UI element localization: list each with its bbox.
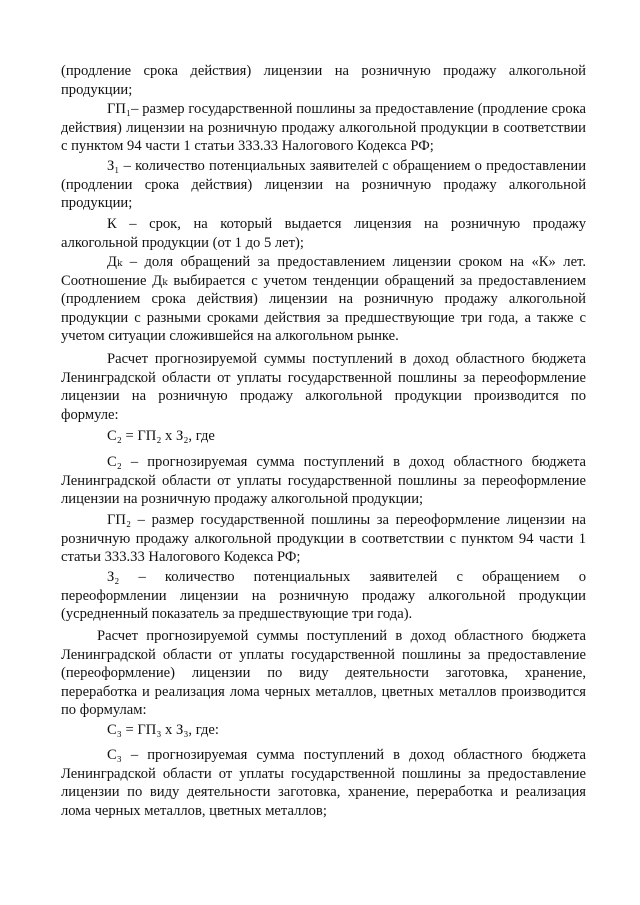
paragraph-c2: С₂ – прогнозируемая сумма поступлений в доход областного бюджета Ленинградской области от уплаты государственной пошлины за переоформление лицензии на розничную продажу алкогольной продукции;	[61, 454, 586, 508]
paragraph-z2: З₂ – количество потенциальных заявителей с обращением о переоформлении лицензии на розничную продажу алкогольной продукции (усредненный показатель за предшествующие три года).	[61, 569, 586, 623]
paragraph-dk: Дₖ – доля обращений за предоставлением лицензии сроком на «К» лет. Соотношение Дₖ выбирается с учетом тенденции обращений за предоставлением (продлением срока действия) лицензии на розничную продажу алкогольной продукции с разными сроками действия за предшествующие три года, а также с учетом ситуации сложившейся на алкогольном рынке.	[61, 254, 586, 345]
paragraph-gp2: ГП₂ – размер государственной пошлины за переоформление лицензии на розничную продажу алкогольной продукции в соответствии с пунктом 94 части 1 статьи 333.33 Налогового Кодекса РФ;	[61, 512, 586, 566]
paragraph-1: (продление срока действия) лицензии на розничную продажу алкогольной продукции;	[61, 63, 586, 98]
paragraph-k: К – срок, на который выдается лицензия на розничную продажу алкогольной продукции (от 1 до 5 лет);	[61, 216, 586, 251]
paragraph-calc-3: Расчет прогнозируемой суммы поступлений в доход областного бюджета Ленинградской области от уплаты государственной пошлины за предоставление (переоформление) лицензии по виду деятельности заготовка, хранение, переработка и реализация лома черных металлов, цветных металлов производится по формулам:	[61, 628, 586, 719]
paragraph-z1: З₁ – количество потенциальных заявителей с обращением о предоставлении (продлении срока действия) лицензии на розничную продажу алкогольной продукции;	[61, 158, 586, 212]
paragraph-gp1: ГП₁– размер государственной пошлины за предоставление (продление срока действия) лицензии на розничную продажу алкогольной продукции в соответствии с пунктом 94 части 1 статьи 333.33 Налогового Кодекса РФ;	[61, 101, 586, 155]
paragraph-c3: С₃ – прогнозируемая сумма поступлений в доход областного бюджета Ленинградской области от уплаты государственной пошлины за предоставление лицензии по виду деятельности заготовка, хранение, переработка и реализация лома черных металлов, цветных металлов;	[61, 747, 586, 819]
formula-c2: С₂ = ГП₂ х З₂, где	[107, 428, 215, 444]
formula-c3: С₃ = ГП₃ х З₃, где:	[107, 722, 219, 738]
paragraph-calc-2: Расчет прогнозируемой суммы поступлений в доход областного бюджета Ленинградской области от уплаты государственной пошлины за переоформление лицензии на розничную продажу алкогольной продукции производится по формуле:	[61, 351, 586, 423]
